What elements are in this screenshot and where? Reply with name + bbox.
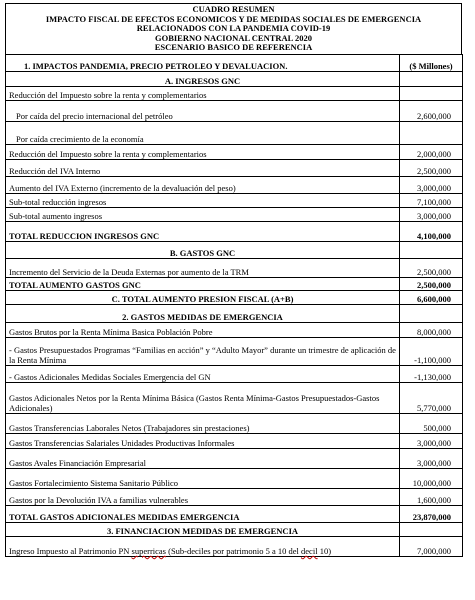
header-line-5: ESCENARIO BASICO DE REFERENCIA bbox=[154, 42, 313, 53]
row-value: 7,000,000 bbox=[400, 536, 463, 556]
row-label: Gastos Fortalecimiento Sistema Sanitario Público bbox=[6, 468, 400, 488]
row-label: Gastos Brutos por la Renta Mínima Basica Población Pobre bbox=[6, 322, 400, 337]
row-value: 8,000,000 bbox=[400, 322, 463, 337]
row-label: Sub-total aumento ingresos bbox=[6, 207, 400, 221]
table-row bbox=[6, 337, 463, 365]
row-label: Gastos Transferencias Laborales Netos (Trabajadores sin prestaciones) bbox=[6, 413, 400, 433]
table-row bbox=[6, 159, 463, 176]
table-row bbox=[6, 468, 463, 488]
row-label: Reducción del Impuesto sobre la renta y complementarios bbox=[6, 86, 400, 100]
row-value: 2,500,000 bbox=[400, 258, 463, 277]
section-c-row bbox=[6, 290, 463, 304]
table-row bbox=[6, 365, 463, 382]
section-3-title: 3. FINANCIACION MEDIDAS DE EMERGENCIA bbox=[6, 522, 400, 536]
row-value: 2,000,000 bbox=[400, 144, 463, 159]
document-header bbox=[5, 3, 462, 54]
row-value: 1,600,000 bbox=[400, 488, 463, 505]
row-label: Gastos por la Devolución IVA a familias vulnerables bbox=[6, 488, 400, 505]
table-row bbox=[6, 382, 463, 413]
table-row bbox=[6, 413, 463, 433]
summary-sheet bbox=[5, 3, 462, 599]
table-row bbox=[6, 100, 463, 121]
row-label: Sub-total reducción ingresos bbox=[6, 193, 400, 207]
row-label: - Gastos Presupuestados Programas “Familias en acción” y “Adulto Mayor” durante un trimestre de aplicación de la Renta Mínima bbox=[6, 337, 400, 365]
section-2-title: 2. GASTOS MEDIDAS DE EMERGENCIA bbox=[6, 304, 400, 322]
spelling-flag-word: decil bbox=[301, 545, 318, 556]
row-value: 3,000,000 bbox=[400, 448, 463, 468]
row-value: 2,500,000 bbox=[400, 159, 463, 176]
table-row bbox=[6, 193, 463, 207]
table-row bbox=[6, 207, 463, 221]
section-1-title: 1. IMPACTOS PANDEMIA, PRECIO PETROLEO Y DEVALUACION. bbox=[6, 54, 400, 71]
spelling-flag-word: superricas bbox=[131, 545, 166, 556]
row-label: Gastos Adicionales Netos por la Renta Mínima Básica (Gastos Renta Mínima-Gastos Presupuestados-Gastos Adicionales) bbox=[6, 382, 400, 413]
row-label: TOTAL REDUCCION INGRESOS GNC bbox=[6, 221, 400, 241]
row-label-part: 10) bbox=[317, 545, 332, 556]
row-value: 4,100,000 bbox=[400, 221, 463, 241]
table-row bbox=[6, 258, 463, 277]
header-line-1: CUADRO RESUMEN bbox=[192, 4, 275, 14]
table-row bbox=[6, 121, 463, 144]
total-row bbox=[6, 221, 463, 241]
section-3-row bbox=[6, 522, 463, 536]
row-value: 3,000,000 bbox=[400, 207, 463, 221]
header-line-4: GOBIERNO NACIONAL CENTRAL 2020 bbox=[154, 32, 313, 43]
section-c-value: 6,600,000 bbox=[400, 290, 463, 304]
total-row bbox=[6, 505, 463, 522]
row-value: 2,600,000 bbox=[400, 100, 463, 121]
section-1-header-row bbox=[6, 54, 463, 71]
row-label-part: (Sub-deciles por patrimonio 5 a 10 del bbox=[166, 545, 302, 556]
table-row bbox=[6, 433, 463, 448]
row-value: 3,000,000 bbox=[400, 176, 463, 193]
table-row bbox=[6, 448, 463, 468]
section-b-title: B. GASTOS GNC bbox=[6, 241, 400, 258]
row-value: 23,870,000 bbox=[400, 505, 463, 522]
row-label: - Gastos Adicionales Medidas Sociales Emergencia del GN bbox=[6, 365, 400, 382]
row-value: 5,770,000 bbox=[400, 382, 463, 413]
total-row bbox=[6, 277, 463, 290]
row-label: Aumento del IVA Externo (incremento de la devaluación del peso) bbox=[6, 176, 400, 193]
row-label bbox=[6, 536, 400, 556]
section-2-row bbox=[6, 304, 463, 322]
row-label: Por caída del precio internacional del petróleo bbox=[6, 100, 400, 121]
row-label: Gastos Avales Financiación Empresarial bbox=[6, 448, 400, 468]
table-row bbox=[6, 86, 463, 100]
row-value: 7,100,000 bbox=[400, 193, 463, 207]
row-value: -1,100,000 bbox=[400, 337, 463, 365]
row-label: Reducción del Impuesto sobre la renta y complementarios bbox=[6, 144, 400, 159]
row-value: 2,500,000 bbox=[400, 277, 463, 290]
row-label: Incremento del Servicio de la Deuda Externas por aumento de la TRM bbox=[6, 258, 400, 277]
row-label: Reducción del IVA Interno bbox=[6, 159, 400, 176]
table-row bbox=[6, 176, 463, 193]
header-line-2: IMPACTO FISCAL DE EFECTOS ECONOMICOS Y DE MEDIDAS SOCIALES DE EMERGENCIA bbox=[45, 13, 422, 24]
row-label: TOTAL GASTOS ADICIONALES MEDIDAS EMERGENCIA bbox=[6, 505, 400, 522]
section-c-title: C. TOTAL AUMENTO PRESION FISCAL (A+B) bbox=[6, 290, 400, 304]
units-header: ($ Millones) bbox=[400, 54, 463, 71]
row-value: -1,130,000 bbox=[400, 365, 463, 382]
row-label: TOTAL AUMENTO GASTOS GNC bbox=[6, 277, 400, 290]
section-a-row bbox=[6, 71, 463, 86]
row-value: 10,000,000 bbox=[400, 468, 463, 488]
row-value: 3,000,000 bbox=[400, 433, 463, 448]
table-row bbox=[6, 322, 463, 337]
row-label-part: Ingreso Impuesto al Patrimonio PN bbox=[9, 545, 132, 556]
section-b-row bbox=[6, 241, 463, 258]
header-line-3: RELACIONADOS CON LA PANDEMIA COVID-19 bbox=[136, 23, 331, 34]
row-value: 500,000 bbox=[400, 413, 463, 433]
table-row bbox=[6, 488, 463, 505]
row-label: Por caída crecimiento de la economía bbox=[6, 121, 400, 144]
section-a-title: A. INGRESOS GNC bbox=[6, 71, 400, 86]
table-row bbox=[6, 144, 463, 159]
table-row bbox=[6, 536, 463, 556]
row-label: Gastos Transferencias Salariales Unidades Productivas Informales bbox=[6, 433, 400, 448]
fiscal-impact-table bbox=[5, 54, 463, 557]
